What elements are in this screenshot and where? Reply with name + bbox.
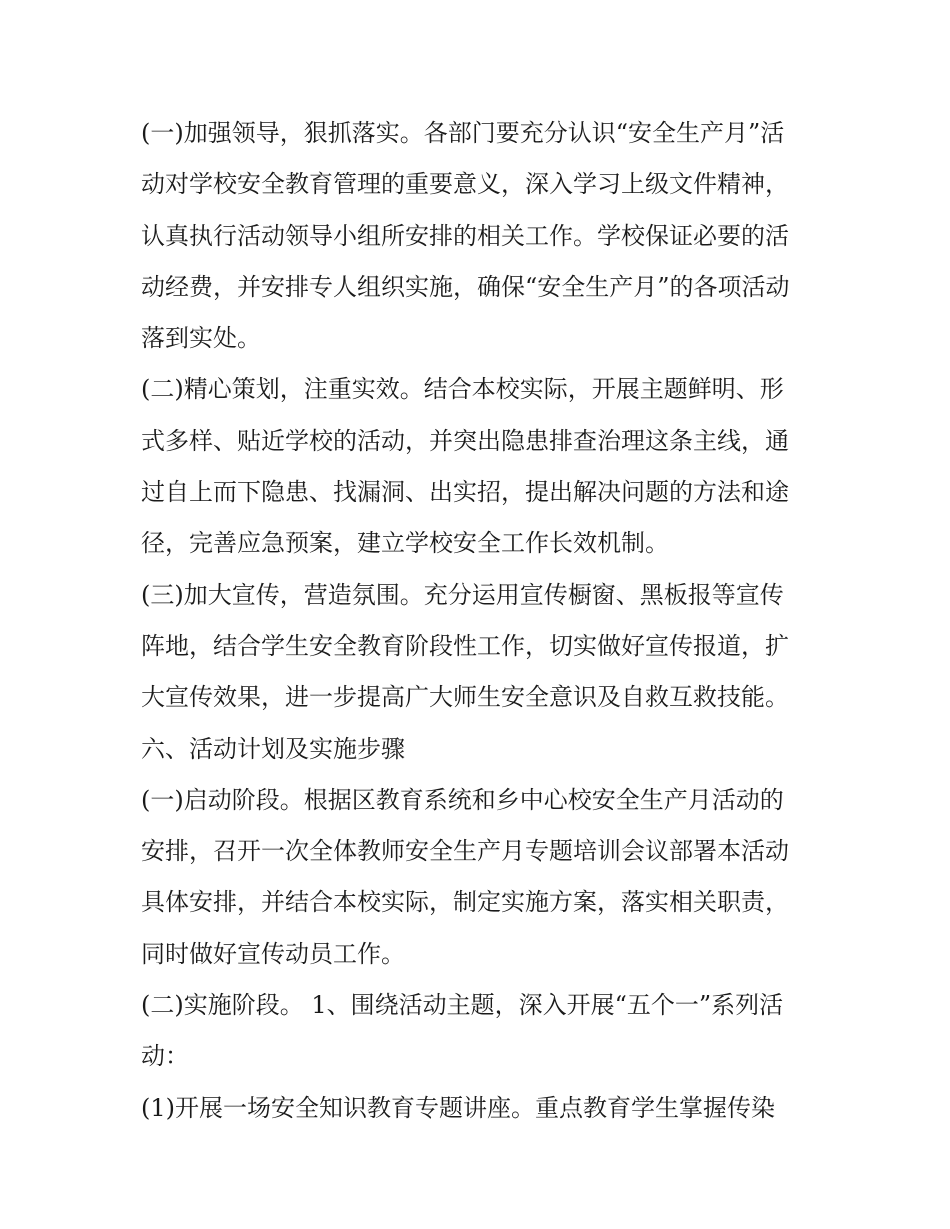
text-line: 动： xyxy=(141,1042,189,1071)
text-line: 式多样、贴近学校的活动，并突出隐患排查治理这条主线，通 xyxy=(141,426,789,455)
section-heading: 六、活动计划及实施步骤 xyxy=(141,734,405,763)
text-line: 安排，召开一次全体教师安全生产月专题培训会议部署本活动 xyxy=(141,837,789,866)
document-body xyxy=(141,108,821,1134)
text-line: 认真执行活动领导小组所安排的相关工作。学校保证必要的活 xyxy=(141,221,789,250)
text-line: (一)加强领导，狠抓落实。各部门要充分认识“安全生产月”活 xyxy=(141,119,785,147)
text-line: (二)精心策划，注重实效。结合本校实际，开展主题鲜明、形 xyxy=(141,375,784,404)
text-line: 动经费，并安排专人组织实施，确保“安全生产月”的各项活动 xyxy=(141,272,790,301)
text-line: 具体安排，并结合本校实际，制定实施方案，落实相关职责， xyxy=(141,888,789,917)
text-line: 过自上而下隐患、找漏洞、出实招，提出解决问题的方法和途 xyxy=(141,478,789,507)
text-line: 动对学校安全教育管理的重要意义，深入学习上级文件精神， xyxy=(141,170,789,199)
text-line: 同时做好宣传动员工作。 xyxy=(141,939,405,968)
text-line: 落到实处。 xyxy=(141,324,261,353)
text-line: 阵地，结合学生安全教育阶段性工作，切实做好宣传报道，扩 xyxy=(141,631,789,660)
text-line: 大宣传效果，进一步提高广大师生安全意识及自救互救技能。 xyxy=(141,683,789,712)
text-line: 径，完善应急预案，建立学校安全工作长效机制。 xyxy=(141,529,669,558)
text-line: (二)实施阶段。 1、围绕活动主题，深入开展“五个一”系列活 xyxy=(141,991,784,1020)
text-line: (1)开展一场安全知识教育专题讲座。重点教育学生掌握传染 xyxy=(141,1093,775,1122)
text-line: (三)加大宣传，营造氛围。充分运用宣传橱窗、黑板报等宣传 xyxy=(141,580,784,609)
text-line: (一)启动阶段。根据区教育系统和乡中心校安全生产月活动的 xyxy=(141,785,784,814)
